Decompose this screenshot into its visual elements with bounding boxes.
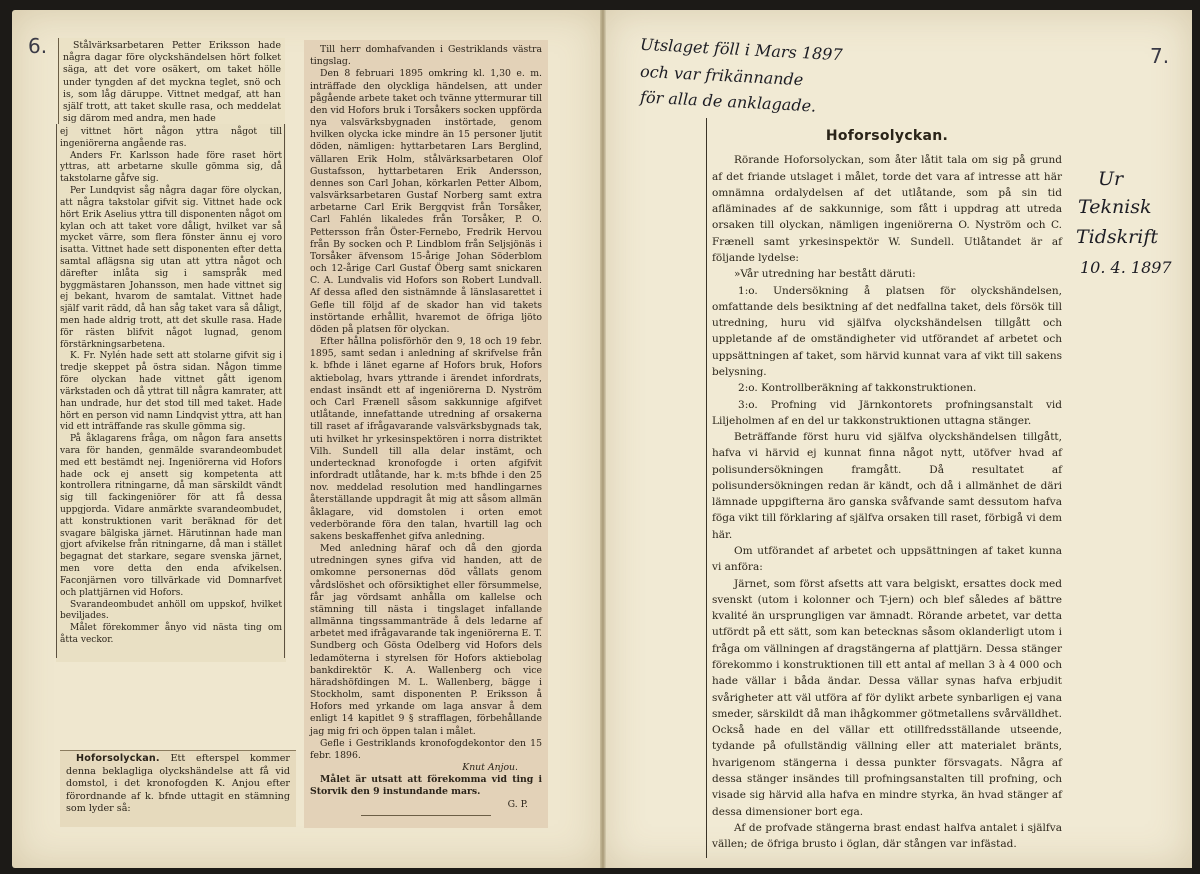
clip2-para: Per Lundqvist såg några dagar före olyckan, att några takstolar gifvit sig. Vittnet hade ock hört Erik Aselius yttra till disponenten något om kylan och att taket vore dåligt, hvilket var så mycket värre, som flera fönster ännu ej voro isatta. Vittnet hade sett disponenten efter detta samtal aflägsna sig utan att yttra något och därefter inlåta sig i samspråk med byggmästaren Johansson, men hade vittnet sig ej bekant, hvarom de samtalat. Vittnet hade själf varit rädd, då han såg taket vara så dåligt, men hade aldrig trott, att det skulle rasa. Hade för rästen blifvit något lugnad, genom förstärkningsarbetena. <box>60 186 282 350</box>
page-number-left: 6. <box>28 34 48 58</box>
handwritten-note-line: för alla de anklagade. <box>639 87 817 116</box>
clip3-rule <box>361 815 491 816</box>
clipping-summons <box>304 40 548 828</box>
clip2-para: Målet förekommer ånyo vid nästa ting om åtta veckor. <box>60 623 282 645</box>
clip2-para: ej vittnet hört någon yttra något till ingeniörerna angående ras. <box>60 127 282 149</box>
handwritten-source-line: Teknisk <box>1078 196 1152 218</box>
handwritten-source-line: Tidskrift <box>1076 226 1159 248</box>
clipping-witnesses <box>56 124 286 662</box>
clip2-para: Anders Fr. Karlsson hade före raset hört yttras, att arbetarne skulle gömma sig, då takstolarne gåfve sig. <box>60 150 282 185</box>
article-para: Rörande Hoforsolyckan, som åter låtit tala om sig på grund af det friande utslaget i målet, torde det vara af intresse att här omnämna ordalydelsen af det utlåtande, som på sin tid afläminades af de sakkunnige, som fått i uppdrag att utreda orsaken till olyckan, nämligen ingeniörerna O. Nyström och C. Frænell samt yrkesinspektör W. Sundell. Utlåtandet är af följande lydelse: <box>712 154 1062 264</box>
clip3-signature: Knut Anjou. <box>462 762 518 774</box>
article-para: Om utförandet af arbetet och uppsättningen af taket kunna vi anföra: <box>712 545 1062 574</box>
clip4-text <box>66 753 290 816</box>
clip3-para: Den 8 februari 1895 omkring kl. 1,30 e. m. inträffade den olyckliga händelsen, att under pågående arbete taket och tvänne yttermurar till den vid Hofors bruk i Torsåkers socken uppförda nya valsvärksbygnaden instörtade, genom hvilken olycka icke mindre än 15 personer ljutit döden, nämligen: hyttarbetaren Lars Berglind, vällaren Erik Holm, stålvärksarbetaren Olof Gustafsson, hyttarbetaren Erik Andersson, dennes son Carl Johan, körkarlen Petter Albom, valsvärksarbetaren Gustaf Norberg samt extra arbetarne Carl Erik Bergqvist från Torsåker, Carl Fahlén likaledes från Torsåker, P. O. Pettersson från Öster-Fernebo, Fredrik Hervou från By socken och P. Lindblom från Seljsjönäs i Torsåker äfvensom 15-årige Johan Söderblom och 12-årige Carl Gustaf Öberg samt snickaren C. A. Lundvalis vid Hofors son Robert Lundvall. Af dessa afled den sistnämnde å länslasarettet i Gefle till följd af de skador han vid takets instörtande erhållit, hvaremot de öfriga ljöto döden på platsen för olyckan. <box>310 68 542 335</box>
clip2-border <box>56 124 57 658</box>
clip4-body: Ett efterspel kommer denna beklagliga olyckshändelse att få vid domstol, i det kronofogden K. Anjou efter förordnande af k. bfnde uttagit en stämning som lyder så: <box>66 753 290 815</box>
clip3-para: Efter hållna polisförhör den 9, 18 och 19 febr. 1895, samt sedan i anledning af skrifvelse från k. bfhde i länet egarne af Hofors bruk, Hofors aktiebolag, hvars yttrande i ärendet infordrats, endast insändt ett af ingeniörerna D. Nyström och Carl Frænell såsom sakkunnige afgifvet utlåtande, innefattande utredning af orsakerna till raset af ifrågavarande valsvärksbygnads tak, uti hvilket hr yrkesinspektören i norra distriktet Vilh. Sundell till alla delar instämt, och undertecknad kronofogde i orten afgifvit infordradt utlåtande, har k. m:ts bfhde i den 25 nov. meddelad resolution med handlingarnes återställande uppdragit åt mig att såsom allmän åklagare, vid domstolen i orten emot vederbörande föra den talan, hvartill lag och sakens beskaffenhet gifva anledning. <box>310 336 542 542</box>
article-title: Hoforsolyckan. <box>825 128 949 144</box>
handwritten-note-line: och var frikännande <box>639 61 804 90</box>
handwritten-source-date: 10. 4. 1897 <box>1080 258 1172 277</box>
clip4-headline: Hoforsolyckan. <box>76 753 160 764</box>
article-para: Järnet, som först afsetts att vara belgiskt, ersattes dock med svenskt (utom i kolonner och T-jern) och blef således af bättre kvalité än ursprungligen var ämnadt. Rörande arbetet, var detta utfördt på ett sätt, som kan betecknas såsom oklanderligt utom i fråga om vällningen af dragstängerna af plattjärn. Dessa stänger förekommo i konstruktionen till ett antal af mellan 3 à 4 000 och hade vällar i båda ändar. Dessa vällar synas hafva erbjudit svårigheter att väl utföra af för dylikt arbete synbarligen ej vana smeder, särskildt då man ihågkommer götmetallens svårvälldhet. Också hade en del vällar ett otillfredsställande utseende, tydande på ofullständig vällning eller att materialet bränts, hvarigenom stängerna i dessa punkter försvagats. Några af dessa stänger insändes till profningsanstalten till profning, och visade sig härvid alla hafva en mindre styrka, än hvad stänger af dessa dimensioner bort ega. <box>712 577 1062 818</box>
clip3-initials: G. P. <box>507 798 528 810</box>
page-number-right: 7. <box>1150 44 1170 68</box>
article-para: Beträffande först huru vid själfva olyckshändelsen tillgått, hafva vi härvid ej kunnat finna något nytt, utöfver hvad af polisundersökningen framgått. Då resultatet af polisundersökningen redan är kändt, och då i allmänhet de däri lämnade uppgifterna äro ganska svåfvande samt dessutom hafva föga vikt till förklaring af själfva orsaken till raset, förbigå vi dem här. <box>712 431 1062 541</box>
article-para: Af de profvade stängerna brast endast halfva antalet i själfva vällen; de öfriga brusto i öglan, där stången var infästad. <box>712 821 1062 851</box>
article-list-item: 1:o. Undersökning å platsen för olyckshändelsen, omfattande dels besiktning af det nedfallna taket, dels försök till utredning, huru vid själfva olyckshändelsen tillgått och uppletande af de omständigheter vid utförandet af arbetet och uppsättningen af taket, som härvid kunnat vara af vikt till sakens belysning. <box>712 284 1062 378</box>
clip3-para: Gefle i Gestriklands kronofogdekontor den 15 febr. 1896. <box>310 737 542 761</box>
clip2-para: K. Fr. Nylén hade sett att stolarne gifvit sig i tredje skeppet på östra sidan. Någon timme före olyckan hade vittnet gått igenom värkstaden och då yttrat till några kamrater, att han undrade, hur det stod till med taket. Hade hört en person vid namn Lindqvist yttra, att han vid ett inträffande ras skulle gömma sig. <box>60 351 282 433</box>
article-border <box>706 118 707 858</box>
clip3-final-note: Målet är utsatt att förekomma vid ting i Storvik den 9 instundande mars. <box>310 774 542 798</box>
clip2-para: På åklagarens fråga, om någon fara ansetts vara för handen, genmälde svarandeombudet med ett bestämdt nej. Ingeniörerna vid Hofors hade ock ej ansett sig kompetenta att kontrollera ritningarne, då man särskildt vändt sig till fackingeniörer för att få dessa uppgjorda. Vidare anmärkte svarandeombudet, att konstruktionen varit beräknad för det svagare bälgiska järnet. Härutinnan hade man gjort afvikelse från ritningarne, då man i stället begagnat det starkare, segare svenska järnet, men vore detta den enda afvikelsen. Faconjärnen voro tillvärkade vid Domnarfvet och plattjärnen vid Hofors. <box>60 434 282 598</box>
article-para: »Vår utredning har bestått däruti: <box>734 268 916 281</box>
article-list-item: 2:o. Kontrollberäkning af takkonstruktionen. <box>738 382 977 395</box>
article-hoforsolyckan <box>712 124 1062 852</box>
clip2-border-right <box>284 124 285 658</box>
page-spine <box>600 10 606 868</box>
handwritten-note-line: Utslaget föll i Mars 1897 <box>639 34 844 65</box>
clipping-headline <box>60 750 296 827</box>
clip3-para: Till herr domhafvanden i Gestriklands västra tingslag. <box>310 44 542 68</box>
clip2-para: Svarandeombudet anhöll om uppskof, hvilket beviljades. <box>60 599 282 622</box>
article-list-item: 3:o. Profning vid Järnkontorets profningsanstalt vid Liljeholmen af en del ur takkonstruktionen uttagna stänger. <box>712 398 1062 427</box>
clip1-para: Stålvärksarbetaren Petter Eriksson hade några dagar före olyckshändelsen hört folket säga, att det vore osäkert, om taket hölle under tyngden af det myckna teglet, snö och is, som låg däruppe. Vittnet medgaf, att han själf trott, att taket skulle rasa, och meddelat sig därom med andra, men hade <box>63 40 281 125</box>
handwritten-source-line: Ur <box>1098 168 1124 190</box>
clip3-para: Med anledning häraf och då den gjorda utredningen synes gifva vid handen, att de omkomne personernas död vållats genom vårdslöshet och oförsiktighet eller försummelse, får jag vördsamt anhålla om kallelse och stämning till nästa i tingslaget infallande allmänna tingssammanträde å dels ledarne af arbetet med ifrågavarande tak ingeniörerna E. T. Sundberg och Gösta Odelberg vid Hofors dels ledamöterna i styrelsen för Hofors aktiebolag bankdirektör K. A. Wallenberg och vice häradshöfdingen M. L. Wallenberg, bägge i Stockholm, samt disponenten P. Eriksson å Hofors med yrkande om laga ansvar å dem enligt 14 kapitlet 9 § strafflagen, förbehållande jag mig fri och öppen talan i målet. <box>310 543 542 737</box>
clipping-eriksson <box>58 38 285 126</box>
